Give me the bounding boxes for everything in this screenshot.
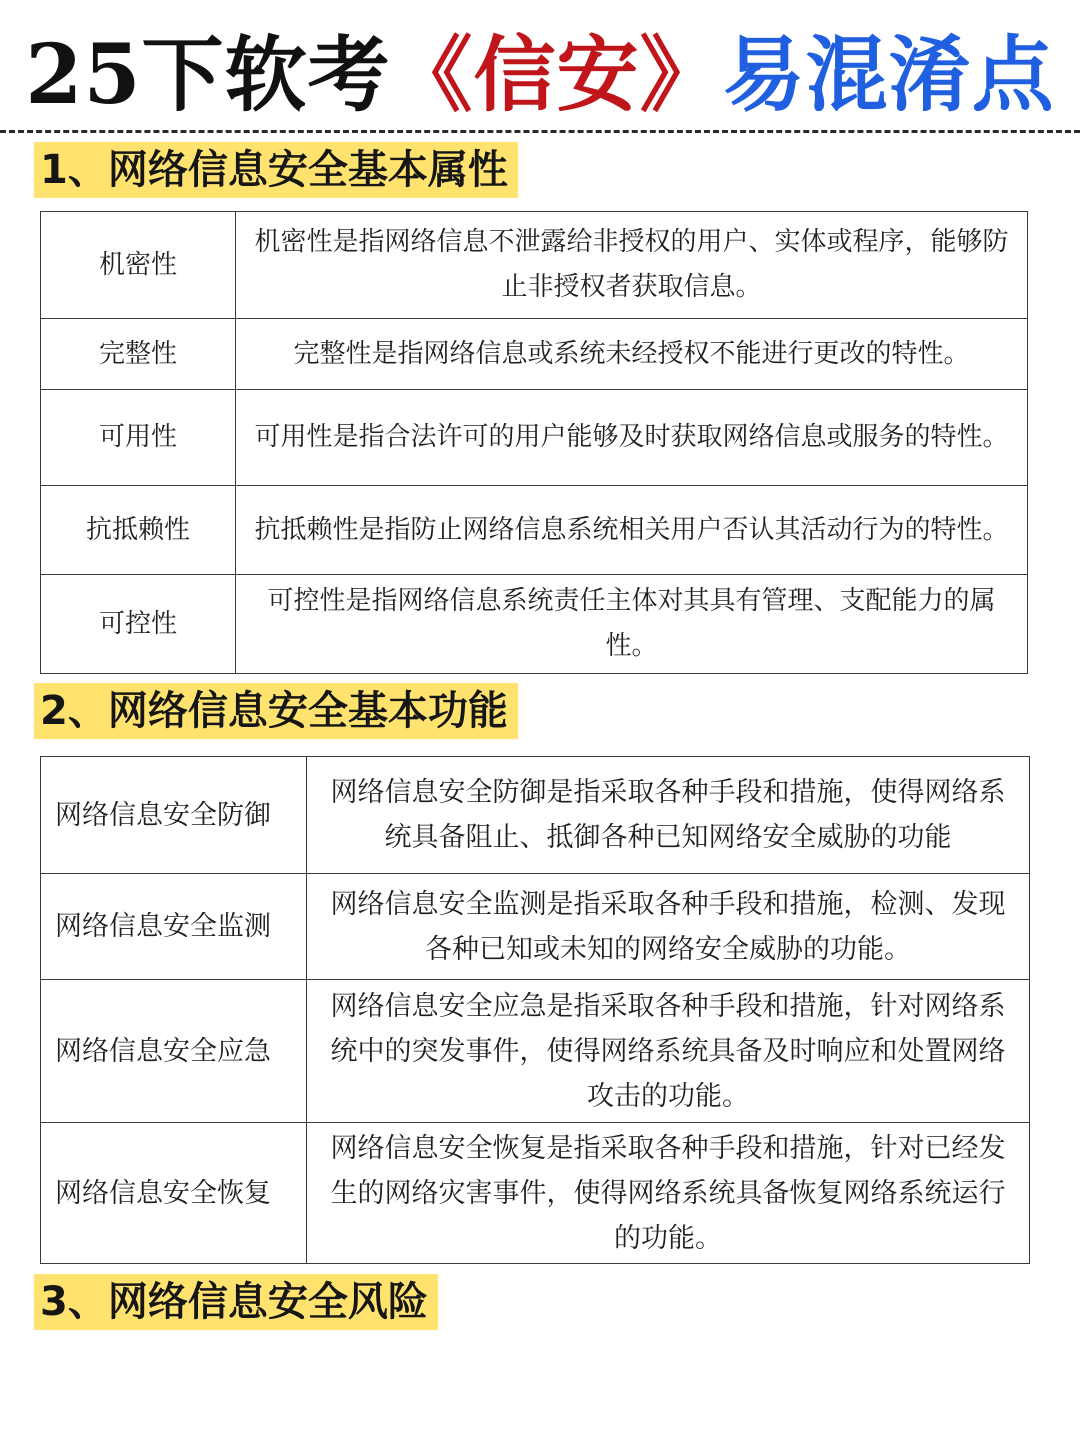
function-description: 网络信息安全防御是指采取各种手段和措施，使得网络系统具备阻止、抵御各种已知网络安全威胁的功能 [307, 757, 1030, 874]
attribute-description: 机密性是指网络信息不泄露给非授权的用户、实体或程序，能够防止非授权者获取信息。 [236, 212, 1028, 319]
table-row [41, 212, 1028, 319]
section-2-heading: 2、网络信息安全基本功能 [34, 683, 518, 739]
function-description: 网络信息安全监测是指采取各种手段和措施，检测、发现各种已知或未知的网络安全威胁的功能。 [307, 874, 1030, 980]
function-name: 网络信息安全应急 [41, 980, 307, 1123]
attribute-description: 抗抵赖性是指防止网络信息系统相关用户否认其活动行为的特性。 [236, 486, 1028, 575]
table-row [41, 575, 1028, 674]
section-3-heading: 3、网络信息安全风险 [34, 1274, 438, 1330]
title-book: 《信安》 [390, 27, 723, 123]
function-name: 网络信息安全恢复 [41, 1123, 307, 1264]
function-name: 网络信息安全防御 [41, 757, 307, 874]
table-row [41, 390, 1028, 486]
function-description: 网络信息安全应急是指采取各种手段和措施，针对网络系统中的突发事件，使得网络系统具备及时响应和处置网络攻击的功能。 [307, 980, 1030, 1123]
attribute-description: 可用性是指合法许可的用户能够及时获取网络信息或服务的特性。 [236, 390, 1028, 486]
attribute-name: 可控性 [41, 575, 236, 674]
table-row [41, 980, 1030, 1123]
table-row [41, 486, 1028, 575]
dashed-divider [0, 130, 1080, 133]
table-row [41, 319, 1028, 390]
function-name: 网络信息安全监测 [41, 874, 307, 980]
attribute-description: 完整性是指网络信息或系统未经授权不能进行更改的特性。 [236, 319, 1028, 390]
attributes-table [40, 211, 1028, 674]
table-row [41, 757, 1030, 874]
title-suffix: 易混淆点 [722, 27, 1055, 123]
title-prefix: 25下软考 [25, 27, 391, 123]
section-1-heading: 1、网络信息安全基本属性 [34, 142, 518, 198]
function-description: 网络信息安全恢复是指采取各种手段和措施，针对已经发生的网络灾害事件，使得网络系统具备恢复网络系统运行的功能。 [307, 1123, 1030, 1264]
attribute-name: 完整性 [41, 319, 236, 390]
table-row [41, 874, 1030, 980]
functions-table [40, 756, 1030, 1264]
attribute-description: 可控性是指网络信息系统责任主体对其具有管理、支配能力的属性。 [236, 575, 1028, 674]
attribute-name: 可用性 [41, 390, 236, 486]
attribute-name: 抗抵赖性 [41, 486, 236, 575]
table-row [41, 1123, 1030, 1264]
attribute-name: 机密性 [41, 212, 236, 319]
page-title [0, 20, 1080, 130]
